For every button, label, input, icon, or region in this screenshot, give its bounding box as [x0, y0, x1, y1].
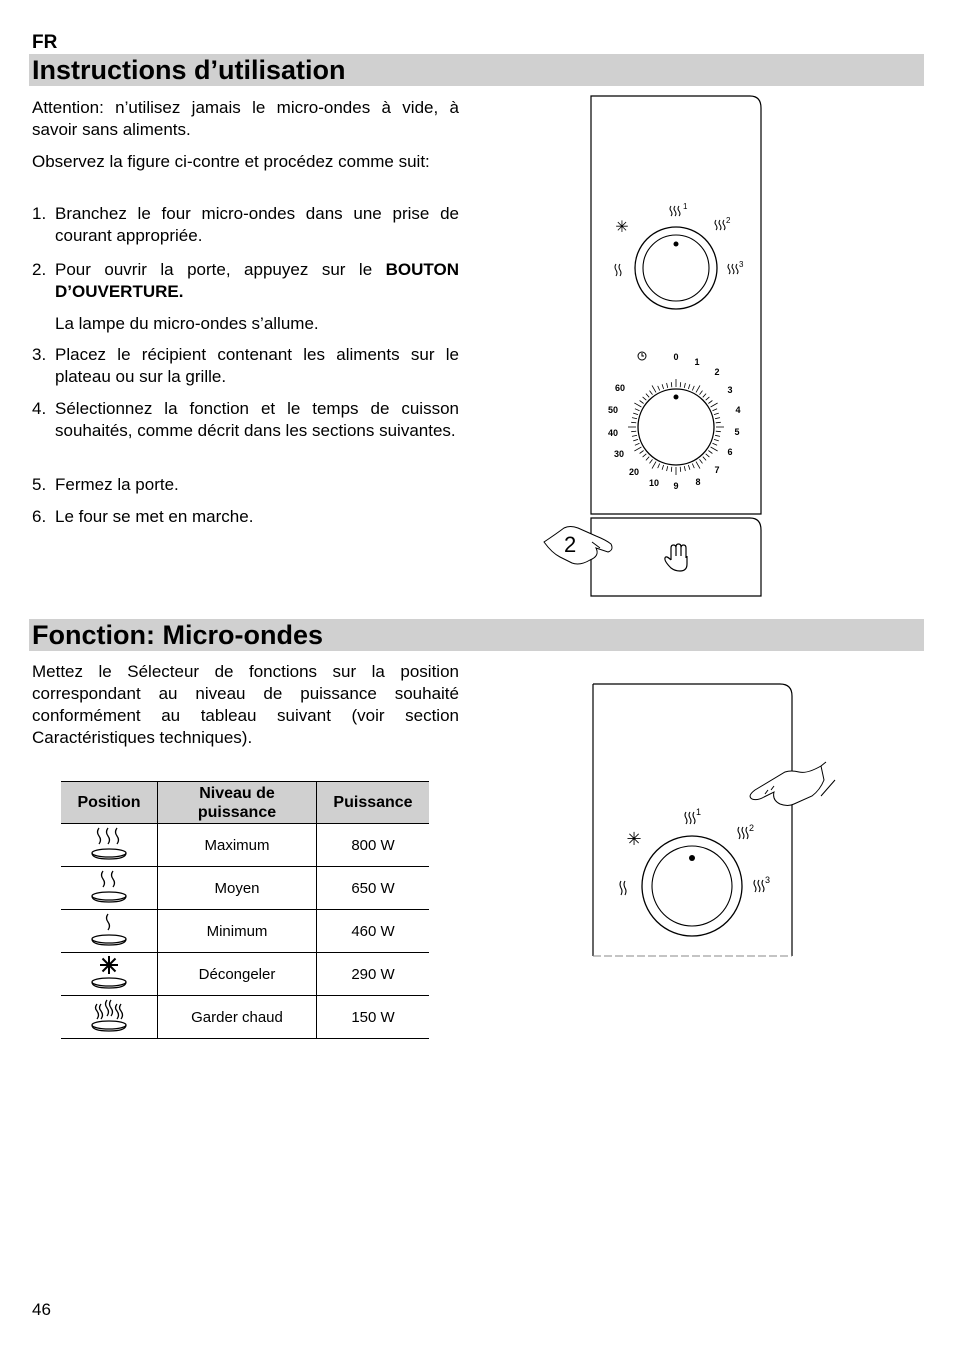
timer-label-8: 8	[695, 477, 701, 487]
power-level-table	[61, 781, 429, 1039]
three-wave-icon-right-top	[738, 827, 748, 839]
timer-label-60: 60	[614, 383, 626, 393]
timer-tick	[650, 459, 653, 463]
defrost-icon: ✳	[615, 219, 629, 236]
timer-tick	[662, 384, 664, 389]
one-wave-icon	[620, 881, 626, 895]
timer-tick	[650, 391, 653, 395]
timer-knob	[628, 379, 724, 475]
door-open-button	[665, 544, 687, 571]
three-wave-icon-top	[685, 812, 695, 824]
timer-tick	[708, 451, 712, 454]
timer-label-2: 2	[714, 367, 720, 377]
column-header: Puissance	[317, 782, 430, 824]
timer-tick	[696, 385, 700, 392]
power-cell: 460 W	[317, 910, 430, 953]
keep-warm-icon	[87, 996, 131, 1034]
timer-tick	[706, 397, 710, 400]
timer-tick	[700, 459, 703, 463]
timer-tick	[680, 382, 681, 387]
timer-tick	[643, 454, 647, 457]
timer-tick	[658, 464, 660, 469]
section-title: Instructions d’utilisation	[32, 55, 346, 85]
timer-tick	[631, 431, 636, 432]
step-1: 1. Branchez le four micro-ondes dans une prise de courant appropriée.	[32, 204, 459, 245]
timer-label-3: 3	[727, 385, 733, 395]
timer-tick	[635, 443, 640, 445]
timer-tick	[671, 467, 672, 472]
intro-paragraph: Observez la figure ci-contre et procédez comme suit:	[32, 152, 430, 171]
timer-tick	[646, 394, 649, 398]
power-cell: 290 W	[317, 953, 430, 996]
timer-tick	[667, 466, 668, 471]
timer-tick	[713, 409, 718, 411]
timer-label-50: 50	[607, 405, 619, 415]
two-wave-icon	[87, 867, 131, 905]
timer-tick	[713, 443, 718, 445]
step-3: 3. Placez le récipient contenant les aliments sur le plateau ou sur la grille.	[32, 345, 459, 386]
timer-tick	[633, 439, 638, 441]
step-5: 5. Fermez la porte.	[32, 475, 179, 494]
table-row	[61, 953, 429, 996]
power-mark-1: 1	[696, 807, 702, 817]
timer-label-4: 4	[735, 405, 741, 415]
level-cell: Décongeler	[158, 953, 317, 996]
timer-tick	[680, 467, 681, 472]
one-wave-icon	[87, 910, 131, 948]
timer-tick	[714, 413, 719, 415]
timer-tick	[716, 431, 721, 432]
timer-tick	[715, 418, 720, 419]
timer-tick	[696, 462, 700, 469]
defrost-icon: ✳	[626, 829, 642, 849]
timer-tick	[688, 465, 690, 470]
pointing-hand-icon	[544, 527, 612, 565]
timer-tick	[634, 403, 641, 407]
table-row	[61, 910, 429, 953]
microwave-description: Mettez le Sélecteur de fonctions sur la position correspondant au niveau de puissance souhaité conformément au tableau suivant (voir section Caractéristiques techniques).	[32, 662, 459, 747]
table-header-row	[61, 782, 429, 824]
timer-tick	[640, 451, 644, 454]
timer-label-40: 40	[607, 428, 619, 438]
clock-icon	[638, 352, 646, 360]
table-row	[61, 824, 429, 867]
timer-tick	[652, 385, 656, 392]
timer-tick	[684, 383, 685, 388]
power-mark-2: 2	[726, 216, 731, 225]
timer-tick	[714, 439, 719, 441]
timer-tick	[706, 454, 710, 457]
power-cell: 650 W	[317, 867, 430, 910]
step-6: 6. Le four se met en marche.	[32, 507, 254, 526]
timer-label-10: 10	[648, 478, 660, 488]
power-mark-3: 3	[765, 875, 771, 885]
level-cell: Moyen	[158, 867, 317, 910]
timer-tick	[658, 386, 660, 391]
three-wave-icon-right	[754, 880, 764, 892]
timer-tick	[635, 409, 640, 411]
timer-tick	[716, 422, 721, 423]
attention-paragraph: Attention: n’utilisez jamais le micro-ondes à vide, à savoir sans aliments.	[32, 98, 459, 139]
level-cell: Minimum	[158, 910, 317, 953]
defrost-icon	[87, 953, 131, 991]
timer-tick	[711, 403, 718, 407]
one-wave-icon	[615, 264, 621, 276]
section-header-microwave	[29, 619, 924, 651]
three-wave-icon	[87, 824, 131, 862]
level-cell: Maximum	[158, 824, 317, 867]
column-header: Niveau de puissance	[158, 782, 317, 824]
power-mark-1: 1	[683, 202, 688, 211]
three-wave-icon-right-top	[715, 220, 725, 230]
three-wave-icon-right	[728, 264, 738, 274]
timer-tick	[692, 386, 694, 391]
timer-tick	[715, 435, 720, 436]
timer-tick	[633, 413, 638, 415]
table-row	[61, 996, 429, 1039]
timer-label-7: 7	[714, 465, 720, 475]
function-knob	[642, 836, 742, 936]
timer-tick	[643, 397, 647, 400]
timer-label-5: 5	[734, 427, 740, 437]
control-panel-figure	[530, 90, 770, 602]
step-2-note: La lampe du micro-ondes s’allume.	[55, 314, 319, 333]
timer-tick	[667, 383, 668, 388]
column-header: Position	[61, 782, 158, 824]
step-4: 4. Sélectionnez la fonction et le temps de cuisson souhaités, comme décrit dans les sections suivantes.	[32, 399, 459, 440]
timer-tick	[646, 457, 649, 461]
section-title: Fonction: Micro-ondes	[32, 620, 323, 650]
opening-button-label: BOUTON D’OUVERTURE.	[55, 260, 459, 301]
timer-tick	[708, 401, 712, 404]
timer-label-1: 1	[694, 357, 700, 367]
timer-tick	[652, 462, 656, 469]
timer-tick	[640, 401, 644, 404]
timer-tick	[634, 447, 641, 451]
power-mark-2: 2	[749, 823, 755, 833]
timer-tick	[700, 391, 703, 395]
timer-tick	[703, 457, 706, 461]
section-header-instructions	[29, 54, 924, 86]
step-callout-number: 2	[564, 532, 577, 557]
timer-tick	[631, 422, 636, 423]
step-2: 2. Pour ouvrir la porte, appuyez sur le BOUTON D’OUVERTURE.	[32, 260, 459, 301]
timer-tick	[692, 464, 694, 469]
timer-tick	[684, 466, 685, 471]
timer-tick	[688, 384, 690, 389]
timer-label-0: 0	[673, 352, 679, 362]
three-wave-icon-top	[670, 206, 680, 216]
table-row	[61, 867, 429, 910]
page-number: 46	[32, 1300, 51, 1319]
timer-tick	[632, 435, 637, 436]
timer-tick	[662, 465, 664, 470]
function-selector-figure	[585, 676, 840, 961]
timer-label-20: 20	[628, 467, 640, 477]
timer-tick	[632, 418, 637, 419]
power-cell: 150 W	[317, 996, 430, 1039]
timer-label-6: 6	[727, 447, 733, 457]
function-knob	[635, 227, 717, 309]
language-code: FR	[32, 32, 58, 53]
timer-tick	[703, 394, 706, 398]
timer-label-30: 30	[613, 449, 625, 459]
timer-tick	[671, 382, 672, 387]
level-cell: Garder chaud	[158, 996, 317, 1039]
power-cell: 800 W	[317, 824, 430, 867]
timer-tick	[711, 447, 718, 451]
timer-label-9: 9	[673, 481, 679, 491]
power-mark-3: 3	[739, 260, 744, 269]
